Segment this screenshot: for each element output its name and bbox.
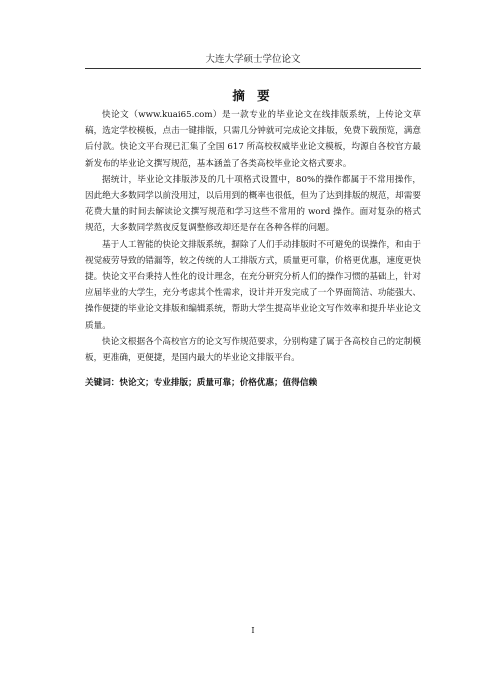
abstract-paragraph-1: 快论文（www.kuai65.com）是一款专业的毕业论文在线排版系统，上传论文草稿，选定学校模板，点击一键排版，只需几分钟就可完成论文排版，免费下载预览，满意后付款。快论文平台现已汇集了全国 617 所高校权威毕业论文模板，均源自各校官方最新发布的毕业论文撰写规范，基本涵盖了各类高校毕业论文格式要求。 (85, 110, 421, 169)
abstract-paragraph-2: 据统计，毕业论文排版涉及的几十项格式设置中，80%的操作都属于不常用操作，因此绝大多数同学以前没用过，以后用到的概率也很低，但为了达到排版的规范，却需要花费大量的时间去解读论文撰写规范和学习这些不常用的 word 操作。面对复杂的格式规范，大多数同学熬夜反复调整修改却还是存在各种各样的问题。 (85, 174, 421, 234)
abstract-paragraph-3: 基于人工智能的快论文排版系统，摒除了人们手动排版时不可避免的误操作，和由于视觉疲劳导致的错漏等，较之传统的人工排版方式，质量更可靠，价格更优惠，速度更快捷。快论文平台秉持人性化的设计理念，在充分研究分析人们的操作习惯的基础上，针对应届毕业的大学生，充分考虑其个性需求，设计并开发完成了一个界面简洁、功能强大、操作便捷的毕业论文排版和编辑系统，帮助大学生提高毕业论文写作效率和提升毕业论文质量。 (85, 239, 421, 331)
abstract-paragraph-4: 快论文根据各个高校官方的论文写作规范要求，分别构建了属于各高校自己的定制模板，更准确，更便捷，是国内最大的毕业论文排版平台。 (85, 336, 421, 364)
abstract-body (85, 107, 421, 391)
header-rule (85, 68, 421, 69)
running-header: 大连大学硕士学位论文 (205, 54, 301, 65)
page-number: I (251, 626, 255, 635)
keywords-line: 关键词：快论文；专业排版；质量可靠；价格优惠；值得信赖 (85, 378, 318, 389)
abstract-title: 摘 要 (232, 88, 274, 103)
